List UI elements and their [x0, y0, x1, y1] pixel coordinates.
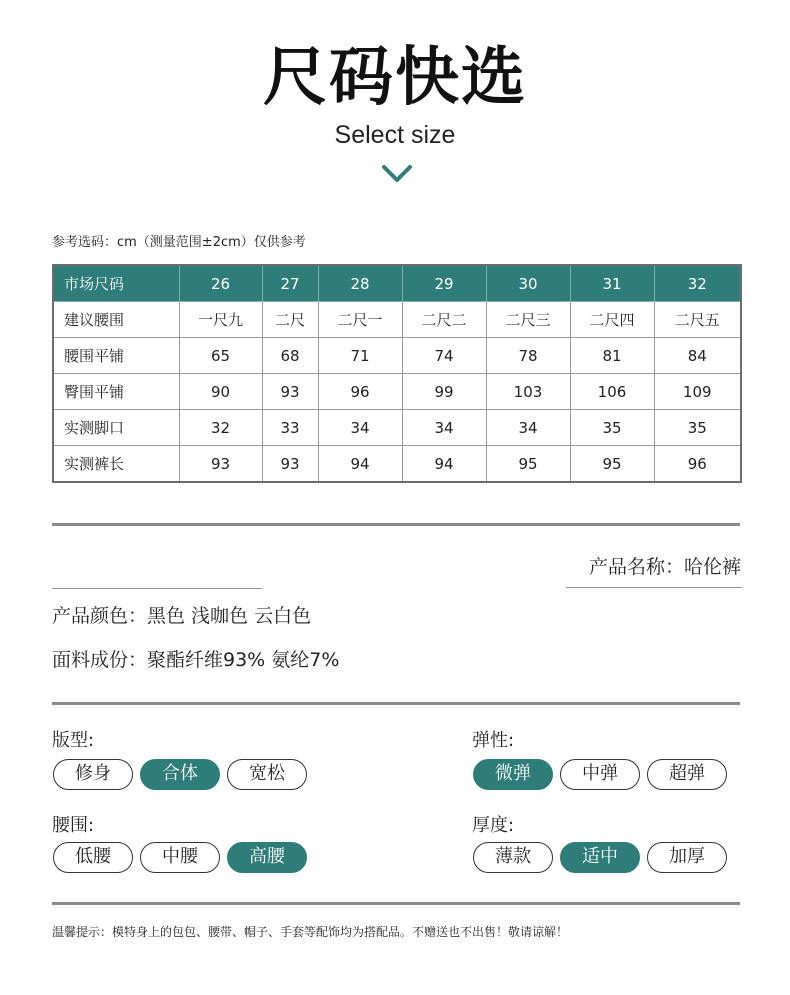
fit-label: 版型: — [52, 730, 95, 751]
table-row — [53, 374, 741, 410]
table-cell: 71 — [318, 338, 402, 374]
footer-tip: 温馨提示：模特身上的包包、腰带、帽子、手套等配饰均为搭配品。不赠送也不出售！敬请谅解！ — [52, 925, 569, 939]
section-divider — [52, 523, 740, 526]
fit-option-loose[interactable]: 宽松 — [227, 759, 307, 790]
size-header-cell: 30 — [486, 265, 570, 302]
elasticity-option-high[interactable]: 超弹 — [647, 759, 727, 790]
thickness-option-thin[interactable]: 薄款 — [473, 842, 553, 873]
chevron-down-icon — [381, 163, 413, 185]
table-cell: 93 — [179, 446, 262, 483]
table-row — [53, 302, 741, 338]
thickness-option-medium[interactable]: 适中 — [560, 842, 640, 873]
table-cell: 103 — [486, 374, 570, 410]
elasticity-option-medium[interactable]: 中弹 — [560, 759, 640, 790]
page-title: 尺码快选 — [263, 41, 527, 115]
product-fabric: 面料成份：聚酯纤维93% 氨纶7% — [52, 649, 340, 671]
table-cell: 二尺二 — [402, 302, 486, 338]
table-cell: 106 — [570, 374, 654, 410]
table-cell: 84 — [654, 338, 741, 374]
size-header-cell: 31 — [570, 265, 654, 302]
product-name-underline — [566, 587, 742, 588]
table-cell: 34 — [318, 410, 402, 446]
info-divider — [52, 588, 262, 589]
product-name: 产品名称：哈伦裤 — [588, 556, 741, 578]
table-cell: 78 — [486, 338, 570, 374]
elasticity-option-slight[interactable]: 微弹 — [473, 759, 553, 790]
size-header-corner: 市场尺码 — [53, 265, 179, 302]
size-table — [52, 264, 742, 483]
table-cell: 81 — [570, 338, 654, 374]
thickness-label: 厚度: — [472, 815, 515, 836]
table-cell: 34 — [402, 410, 486, 446]
size-header-cell: 29 — [402, 265, 486, 302]
elasticity-label: 弹性: — [472, 730, 515, 751]
table-row — [53, 338, 741, 374]
row-label: 腰围平铺 — [53, 338, 179, 374]
table-cell: 93 — [262, 446, 318, 483]
table-cell: 95 — [570, 446, 654, 483]
row-label: 建议腰围 — [53, 302, 179, 338]
row-label: 实测脚口 — [53, 410, 179, 446]
size-header-cell: 27 — [262, 265, 318, 302]
table-cell: 33 — [262, 410, 318, 446]
table-cell: 一尺九 — [179, 302, 262, 338]
table-cell: 99 — [402, 374, 486, 410]
waist-option-high[interactable]: 高腰 — [227, 842, 307, 873]
thickness-option-thick[interactable]: 加厚 — [647, 842, 727, 873]
table-cell: 94 — [402, 446, 486, 483]
table-cell: 二尺 — [262, 302, 318, 338]
fit-option-regular[interactable]: 合体 — [140, 759, 220, 790]
table-cell: 95 — [486, 446, 570, 483]
table-cell: 93 — [262, 374, 318, 410]
waist-label: 腰围: — [52, 815, 95, 836]
table-row — [53, 446, 741, 483]
section-divider — [52, 702, 740, 705]
table-cell: 109 — [654, 374, 741, 410]
table-cell: 34 — [486, 410, 570, 446]
fit-option-slim[interactable]: 修身 — [53, 759, 133, 790]
table-cell: 65 — [179, 338, 262, 374]
size-header-cell: 26 — [179, 265, 262, 302]
table-cell: 94 — [318, 446, 402, 483]
table-cell: 二尺五 — [654, 302, 741, 338]
table-cell: 96 — [654, 446, 741, 483]
table-cell: 二尺三 — [486, 302, 570, 338]
waist-option-mid[interactable]: 中腰 — [140, 842, 220, 873]
row-label: 臀围平铺 — [53, 374, 179, 410]
table-cell: 32 — [179, 410, 262, 446]
table-cell: 二尺一 — [318, 302, 402, 338]
size-header-cell: 28 — [318, 265, 402, 302]
table-row — [53, 410, 741, 446]
reference-note: 参考选码：cm（测量范围±2cm）仅供参考 — [52, 235, 306, 250]
table-cell: 二尺四 — [570, 302, 654, 338]
size-header-row — [53, 265, 741, 302]
section-divider — [52, 902, 740, 905]
page-subtitle: Select size — [334, 121, 456, 149]
table-cell: 35 — [570, 410, 654, 446]
size-header-cell: 32 — [654, 265, 741, 302]
product-colors: 产品颜色：黑色 浅咖色 云白色 — [52, 605, 312, 627]
table-cell: 96 — [318, 374, 402, 410]
table-cell: 68 — [262, 338, 318, 374]
table-cell: 35 — [654, 410, 741, 446]
table-cell: 74 — [402, 338, 486, 374]
row-label: 实测裤长 — [53, 446, 179, 483]
waist-option-low[interactable]: 低腰 — [53, 842, 133, 873]
table-cell: 90 — [179, 374, 262, 410]
